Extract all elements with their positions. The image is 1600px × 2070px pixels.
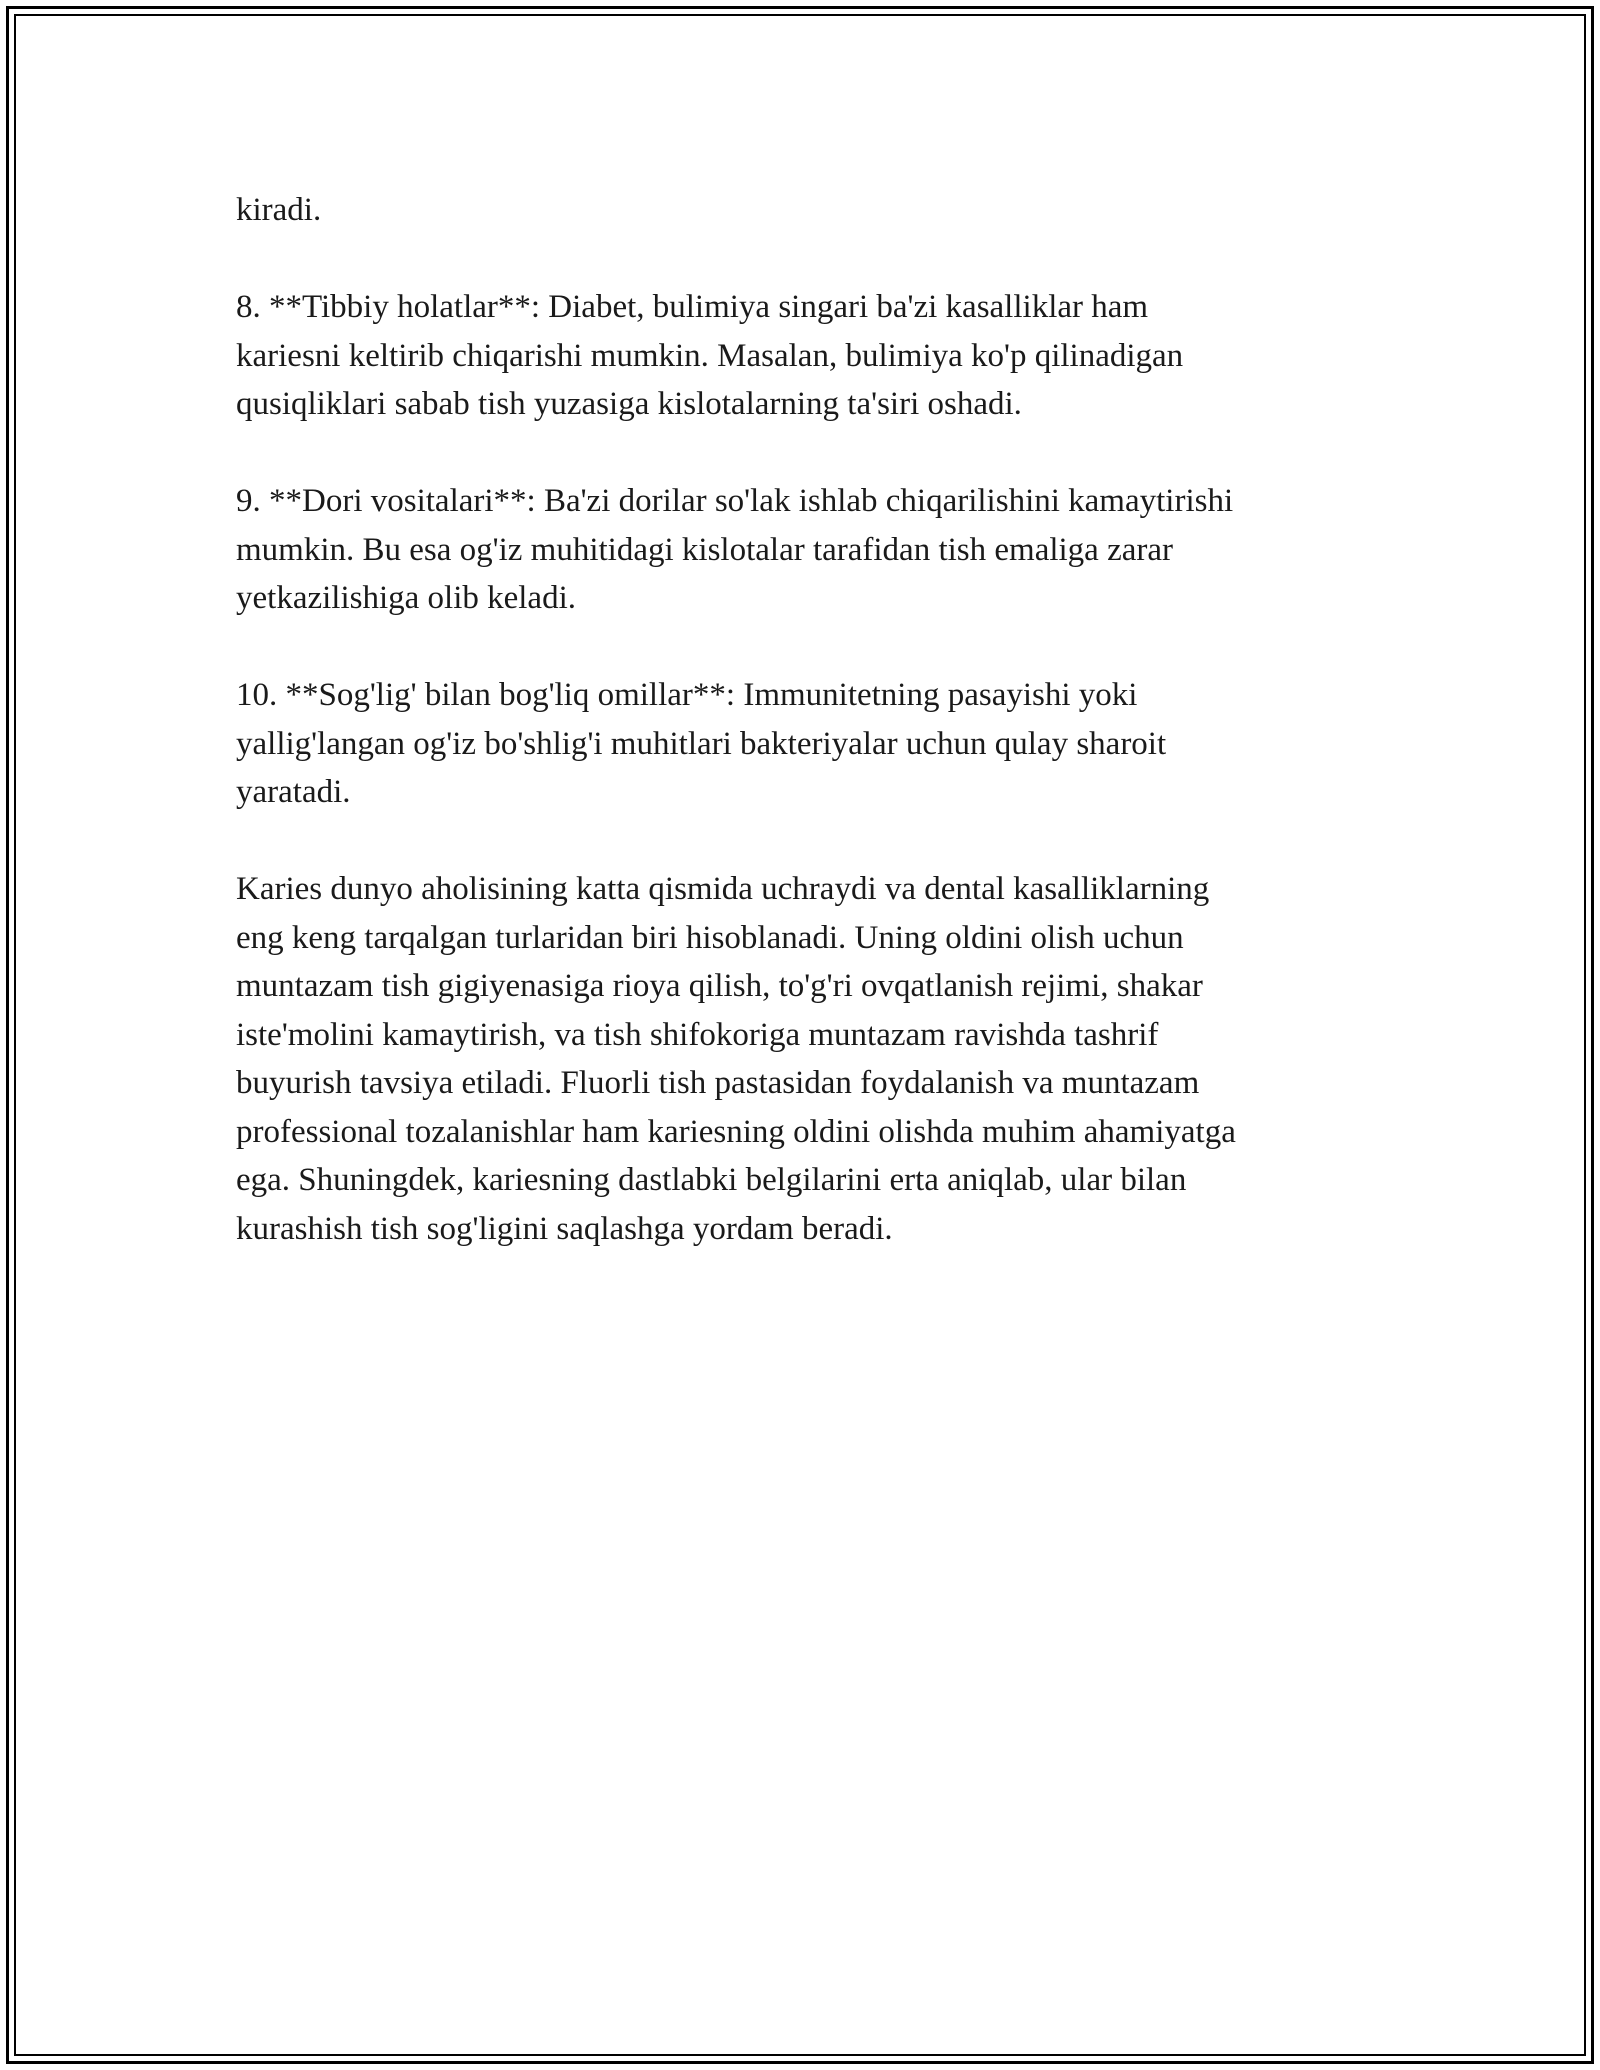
- text-line: yaratadi.: [236, 774, 351, 810]
- text-line: buyurish tavsiya etiladi. Fluorli tish pastasidan foydalanish va muntazam: [236, 1065, 1200, 1101]
- document-body: [236, 186, 1366, 1253]
- text-line: kiradi.: [236, 192, 322, 228]
- paragraph-item-9: [236, 477, 1366, 623]
- paragraph-continuation: [236, 186, 1366, 235]
- text-line: 10. **Sog'lig' bilan bog'liq omillar**: Immunitetning pasayishi yoki: [236, 677, 1138, 713]
- text-line: 8. **Tibbiy holatlar**: Diabet, bulimiya singari ba'zi kasalliklar ham: [236, 289, 1149, 325]
- text-line: kurashish tish sog'ligini saqlashga yordam beradi.: [236, 1210, 893, 1247]
- text-line: iste'molini kamaytirish, va tish shifokoriga muntazam ravishda tashrif: [236, 1016, 1159, 1053]
- text-line: eng keng tarqalgan turlaridan biri hisoblanadi. Uning oldini olish uchun: [236, 919, 1184, 956]
- text-line: Karies dunyo aholisining katta qismida uchraydi va dental kasalliklarning: [236, 871, 1210, 907]
- paragraph-conclusion: [236, 865, 1366, 1253]
- text-line: yallig'langan og'iz bo'shlig'i muhitlari bakteriyalar uchun qulay sharoit: [236, 725, 1167, 762]
- text-line: kariesni keltirib chiqarishi mumkin. Masalan, bulimiya ko'p qilinadigan: [236, 337, 1184, 374]
- paragraph-item-8: [236, 283, 1366, 429]
- text-line: professional tozalanishlar ham kariesning oldini olishda muhim ahamiyatga: [236, 1113, 1236, 1150]
- text-line: ega. Shuningdek, kariesning dastlabki belgilarini erta aniqlab, ular bilan: [236, 1162, 1187, 1198]
- paragraph-item-10: [236, 671, 1366, 817]
- text-line: qusiqliklari sabab tish yuzasiga kislotalarning ta'siri oshadi.: [236, 386, 1022, 422]
- text-line: mumkin. Bu esa og'iz muhitidagi kislotalar tarafidan tish emaliga zarar: [236, 531, 1174, 568]
- text-line: yetkazilishiga olib keladi.: [236, 580, 576, 616]
- text-line: 9. **Dori vositalari**: Ba'zi dorilar so'lak ishlab chiqarilishini kamaytirishi: [236, 483, 1234, 519]
- text-line: muntazam tish gigiyenasiga rioya qilish, to'g'ri ovqatlanish rejimi, shakar: [236, 968, 1203, 1004]
